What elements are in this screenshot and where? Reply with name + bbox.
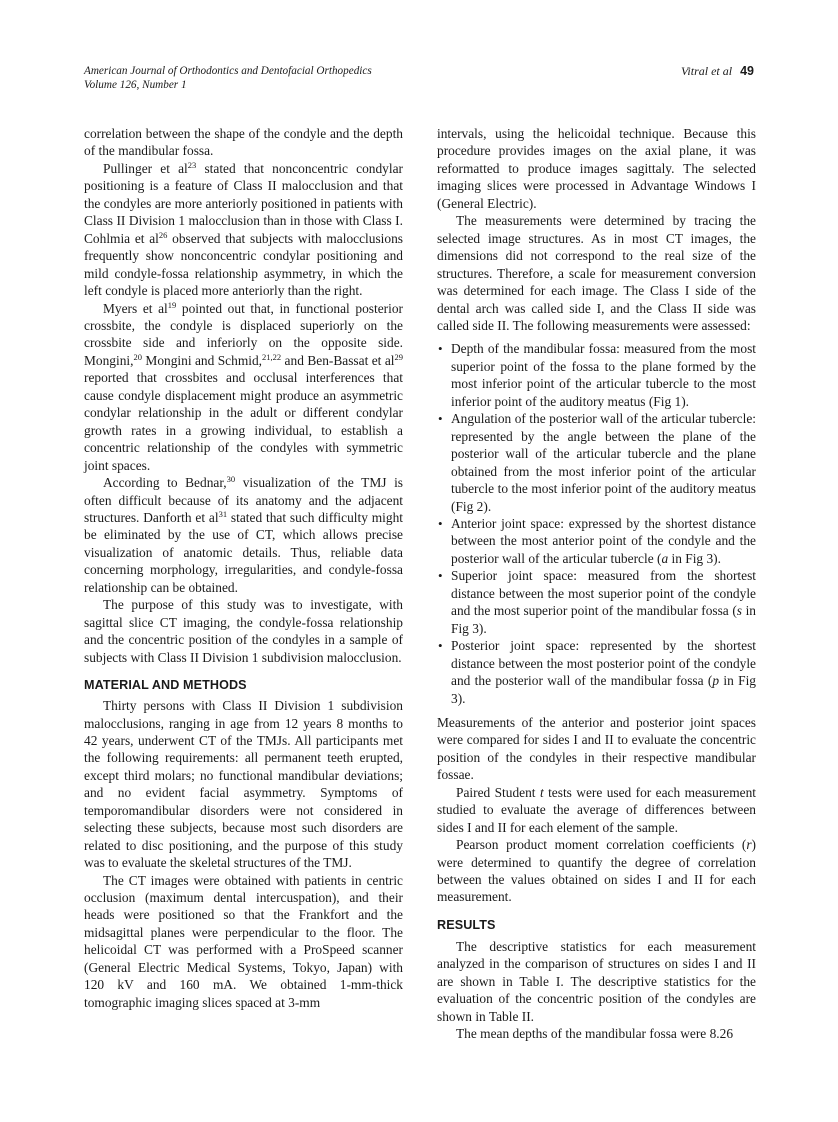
- paragraph: The CT images were obtained with patients in centric occlusion (maximum dental intercuspation), and their heads were positioned so that the Frankfort and the midsagittal planes were perpendicular to the floor. The helicoidal CT was performed with a ProSpeed scanner (General Electric Medical Systems, Tokyo, Japan) with 120 kV and 160 mA. We obtained 1-mm-thick tomographic imaging slices spaced at 3-mm: [84, 872, 403, 1010]
- running-header-journal: [84, 64, 372, 92]
- journal-title: American Journal of Orthodontics and Dentofacial Orthopedics: [84, 65, 372, 77]
- citation: 30: [226, 474, 236, 485]
- list-item: [437, 567, 756, 637]
- running-header-right: [681, 64, 754, 78]
- list-item: [437, 410, 756, 515]
- text-run: Anterior joint space: expressed by the shortest distance between the most anterior point of the condyle and the posterior wall of the articular tubercle (: [451, 515, 756, 566]
- paragraph: The descriptive statistics for each measurement analyzed in the comparison of structures on sides I and II are shown in Table I. The descriptive statistics for the evaluation of the concentric position of the condyles are shown in Table II.: [437, 938, 756, 1024]
- text-run: in Fig 3).: [451, 603, 757, 636]
- page-number: 49: [740, 64, 754, 78]
- running-authors: Vitral et al: [680, 64, 733, 78]
- section-heading-results: RESULTS: [437, 917, 496, 932]
- paragraph: The measurements were determined by tracing the selected image structures. As in most CT images, the dimensions did not correspond to the real size of the structures. Therefore, a scale for measurement conversion was determined for each image. The Class I side of the dental arch was called side I, and the Class II side was called side II. The following measurements were assessed:: [437, 213, 756, 333]
- text-run: According to Bednar,: [103, 475, 227, 491]
- measurement-list: [437, 340, 756, 707]
- citation: 19: [167, 299, 177, 310]
- text-run: visualization of the TMJ is often difficult because of its anatomy and the adjacent structures. Danforth et al: [84, 475, 403, 525]
- text-run: ) were determined to quantify the degree of correlation between the values obtained on sides I and II for each measurement.: [437, 837, 756, 905]
- citation: 29: [394, 351, 403, 362]
- paragraph: intervals, using the helicoidal technique. Because this procedure provides images on the axial plane, it was reformatted to produce images sagittaly. The selected imaging slices were processed in Advantage Windows I (General Electric).: [437, 126, 756, 211]
- citation: 23: [187, 159, 197, 170]
- text-run: Pullinger et al: [103, 160, 188, 176]
- text-run: Paired Student: [456, 784, 540, 800]
- paragraph: correlation between the shape of the condyle and the depth of the mandibular fossa.: [84, 126, 403, 159]
- text-run: Myers et al: [103, 300, 168, 316]
- citation: 20: [133, 351, 142, 362]
- paragraph: Measurements of the anterior and posterior joint spaces were compared for sides I and II to evaluate the concentric position of the condyles in their respective mandibular fossae.: [437, 714, 756, 783]
- section-heading-methods: MATERIAL AND METHODS: [84, 678, 247, 693]
- text-run: Angulation of the posterior wall of the articular tubercle: represented by the angle between the plane of the posterior wall of the articular tubercle and the plane obtained from the most inferior point of the articular tubercle to the most inferior point of the auditory meatus (Fig 2).: [451, 411, 756, 514]
- text-run: Mongini and Schmid,: [141, 352, 262, 368]
- paragraph: [84, 300, 403, 475]
- text-run: observed that subjects with malocclusions frequently show nonconcentric condylar positioning and mild condyle-fossa relationship asymmetry, in which the left condyle is placed more anteriorly than the right.: [84, 230, 403, 299]
- variable: r: [746, 837, 752, 853]
- list-item: [437, 515, 756, 567]
- paragraph: [84, 160, 403, 300]
- citation: 21,22: [262, 351, 282, 362]
- right-column: [437, 125, 756, 1043]
- text-run: stated that such difficulty might be eliminated by the use of CT, which allows precise visualization of anatomic details. Thus, reliable data concerning morphology, irregularities, and condyle-fossa relationship can be obtained.: [84, 509, 403, 595]
- text-run: in Fig 3).: [668, 550, 721, 566]
- variable: s: [736, 603, 743, 619]
- text-run: and Ben-Bassat et al: [281, 352, 395, 368]
- text-run: in Fig 3).: [451, 673, 756, 706]
- citation: 31: [218, 508, 228, 519]
- left-column: [84, 125, 403, 1011]
- variable: t: [539, 784, 544, 800]
- text-run: Superior joint space: measured from the shortest distance between the most superior point of the condyle and the most superior point of the mandibular fossa (: [451, 568, 756, 619]
- text-run: Posterior joint space: represented by the shortest distance between the most posterior point of the condyle and the posterior wall of the mandibular fossa (: [451, 638, 756, 689]
- text-run: tests were used for each measurement studied to evaluate the average of differences between sides I and II for each element of the sample.: [437, 784, 756, 835]
- text-run: Depth of the mandibular fossa: measured from the most superior point of the fossa to the plane formed by the most inferior point of the articular tubercle to the most inferior point of the auditory meatus (Fig 1).: [451, 341, 756, 409]
- text-run: pointed out that, in functional posterior crossbite, the condyle is displaced superiorly on the crossbite side and inferiorly on the opposite side. Mongini,: [84, 300, 403, 368]
- paragraph: [84, 474, 403, 596]
- variable: p: [712, 673, 720, 689]
- paragraph: [437, 784, 756, 836]
- citation: 26: [158, 229, 168, 240]
- journal-volume: Volume 126, Number 1: [84, 79, 187, 91]
- paragraph: [437, 836, 756, 906]
- variable: a: [661, 550, 669, 566]
- paragraph: The mean depths of the mandibular fossa were 8.26: [456, 1026, 734, 1042]
- text-run: reported that crossbites and occlusal interferences that cause condyle displacement might produce an asymmetric condylar relationship in the adult or different condylar growth rates in a growing individual, to establish a concentric relationship of the condyles with symmetric joint spaces.: [84, 370, 403, 473]
- text-run: Pearson product moment correlation coefficients (: [456, 837, 747, 853]
- text-run: stated that nonconcentric condylar positioning is a feature of Class II malocclusion and that the condyles are more anteriorly positioned in patients with Class II Division 1 malocclusion than in those with Class I. Cohlmia et al: [84, 160, 403, 246]
- list-item: [437, 340, 756, 410]
- paragraph: The purpose of this study was to investigate, with sagittal slice CT imaging, the condyle-fossa relationship and the concentric position of the condyles in a sample of subjects with Class II Division 1 subdivision malocclusion.: [84, 597, 403, 665]
- paragraph: Thirty persons with Class II Division 1 subdivision malocclusions, ranging in age from 12 years 8 months to 42 years, underwent CT of the TMJs. All participants met the following requirements: all permanent teeth erupted, except third molars; no functional mandibular deviations; and no evident facial asymmetry. Symptoms of temporomandibular disorders were not considered in selecting these subjects, because most such disorders are related to disc positioning, and the purpose of this study was to evaluate the skeletal structures of the TMJ.: [84, 698, 403, 871]
- list-item: [437, 637, 756, 707]
